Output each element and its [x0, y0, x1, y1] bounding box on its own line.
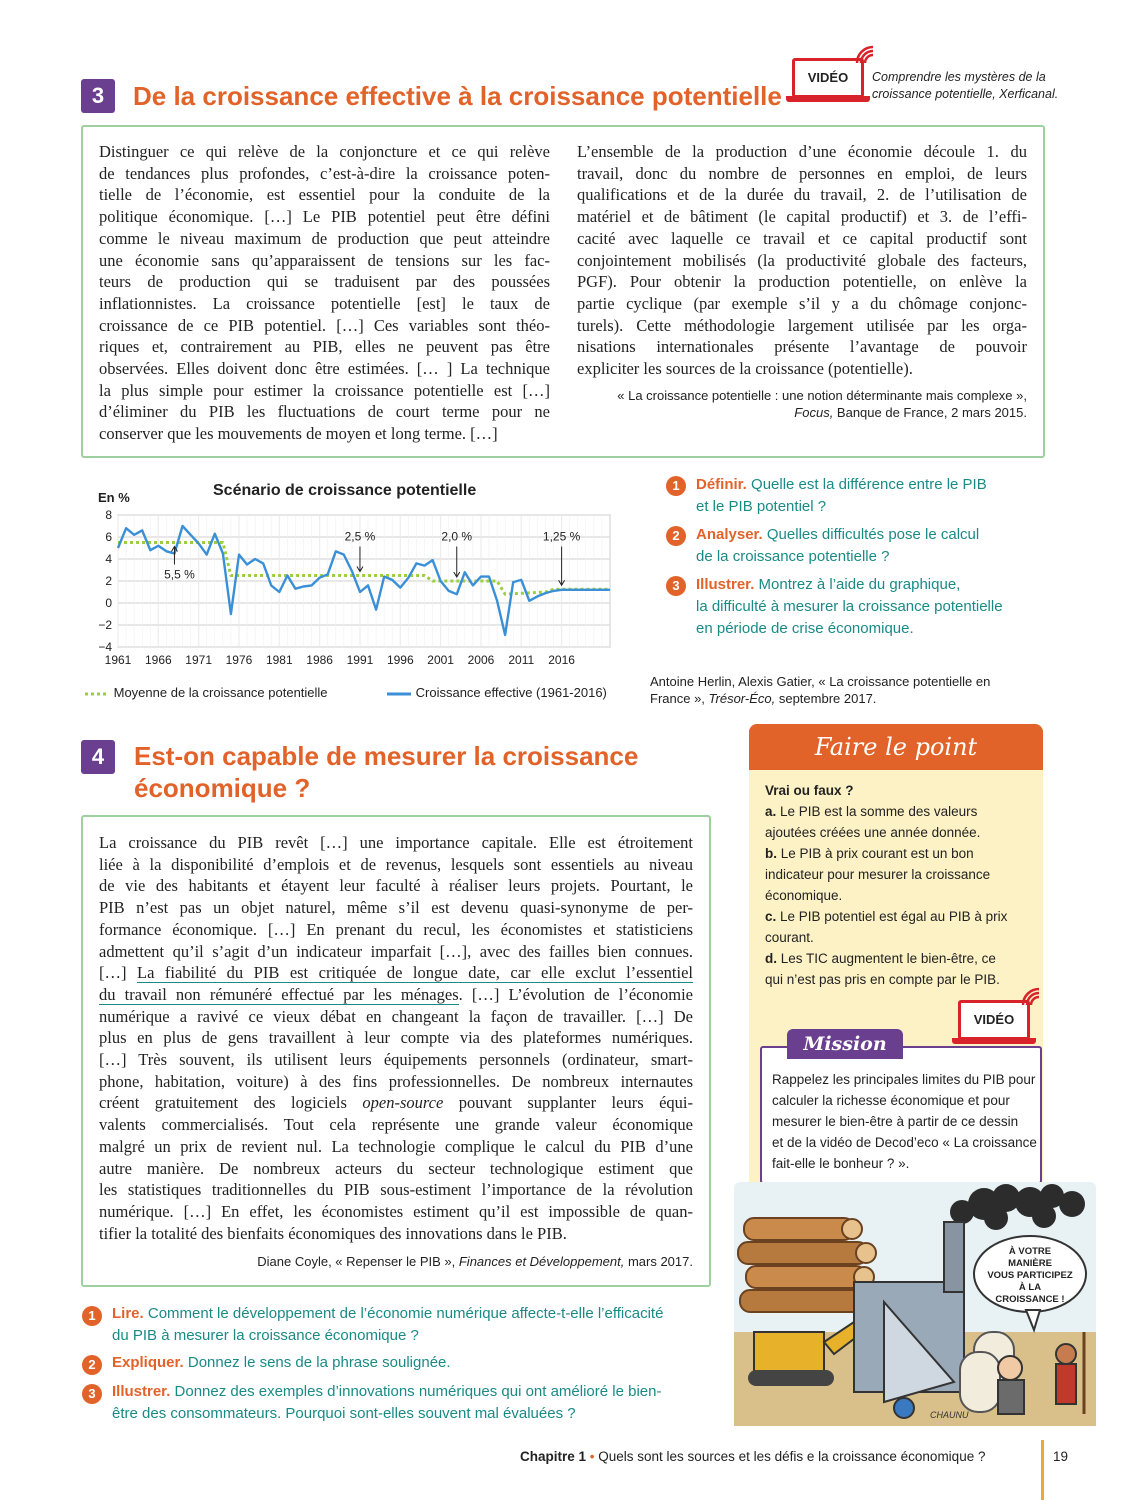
document-4-line: numérique a ravivé ce vieux débat en changeant la façon de travailler. […] De	[99, 1006, 693, 1026]
x-tick-label: 1971	[185, 653, 213, 667]
document-4-line: numérique. […] En effet, les économistes estiment qu’il est impossible de quan-	[99, 1201, 693, 1221]
document-3-source-line-2	[560, 404, 1027, 421]
text-part: pouvant supplanter leurs équi-	[443, 1093, 693, 1113]
document-3-left-line: de tendances plus profondes, c’est-à-dire la croissance poten-	[99, 163, 550, 183]
document-3-left-line: conserver que les mouvements de moyen et long terme. […]	[99, 424, 498, 444]
chart-source-line-2	[650, 690, 1030, 707]
statement-text: Le PIB à prix courant est un bon	[777, 846, 974, 861]
document-3-source-line-1: « La croissance potentielle : une notion déterminante mais complexe »,	[617, 388, 1027, 403]
source-date: mars 2017.	[624, 1254, 693, 1269]
document-3-left-line: politique économique. […] Le PIB potentiel peut être défini	[99, 207, 550, 227]
chart-ylabel: En %	[98, 490, 130, 505]
chart-source	[650, 673, 1030, 707]
question-3-2	[696, 524, 1036, 568]
question-text-line-2: du PIB à mesurer la croissance économique ?	[112, 1327, 419, 1344]
video-link-1[interactable]	[792, 58, 872, 108]
chaunu-cartoon-illustration	[734, 1182, 1096, 1426]
document-4-line: malgré un prix de revient nul. La technologie complique le calcul du PIB d’une	[99, 1136, 693, 1156]
statement-letter: a.	[765, 804, 777, 819]
text-part: créent gratuitement des logiciels	[99, 1093, 363, 1113]
document-3-left-line: inflationnistes. La croissance potentielle [est] le taux de	[99, 293, 550, 313]
vrai-ou-faux-heading: Vrai ou faux ?	[765, 783, 854, 798]
y-tick-label: 0	[105, 596, 112, 610]
cartoon-signature: CHAUNU	[930, 1410, 969, 1420]
section-3-number: 3	[81, 79, 115, 113]
faire-le-point-title: Faire le point	[749, 724, 1043, 770]
document-3-left-line: la plus simple pour estimer la croissance potentielle est […]	[99, 380, 550, 400]
question-text-line-2: être des consommateurs. Pourquoi sont-elles souvent mal évaluées ?	[112, 1405, 576, 1422]
statement-text: Les TIC augmentent le bien-être, ce	[777, 951, 996, 966]
underlined-sentence-part-2: du travail non rémunéré effectué par les ménages	[99, 984, 459, 1004]
question-label: Définir.	[696, 476, 747, 493]
question-4-2	[112, 1352, 722, 1374]
wifi-signal-icon	[1020, 986, 1042, 1008]
document-3-left-line: riques et, contrairement au PIB, elles ne peuvent pas être	[99, 337, 550, 357]
document-3-right-line: L’ensemble de la production d’une économie découle 1. du	[577, 142, 1027, 161]
statement-letter: b.	[765, 846, 777, 861]
chart-source-date: septembre 2017.	[775, 691, 877, 706]
wifi-signal-icon	[854, 44, 876, 66]
y-tick-label: 2	[105, 574, 112, 588]
document-4-line: plus en plus de gens travaillent à leur compte via des plateformes numériques.	[99, 1028, 693, 1048]
document-4-line: […] Très souvent, ils utilisent leurs équipements personnels (ordinateur, smart-	[99, 1050, 693, 1070]
document-4-underlined-line-2	[99, 984, 693, 1006]
x-tick-label: 2001	[427, 653, 454, 667]
question-text-line-2: et le PIB potentiel ?	[696, 498, 827, 515]
section-4-number: 4	[81, 740, 115, 774]
document-3-right-line: expliciter les sources de la croissance (potentielle).	[577, 359, 913, 379]
question-label: Expliquer.	[112, 1354, 184, 1371]
statement-b	[765, 843, 1035, 906]
footer-divider	[1041, 1440, 1044, 1500]
x-tick-label: 2006	[467, 653, 495, 667]
laptop-base	[952, 1038, 1036, 1044]
document-4-line: La croissance du PIB revêt […] une importance capitale. Elle est étroitement	[99, 833, 693, 852]
question-text: Comment le développement de l’économie numérique affecte-t-elle l’efficacité	[143, 1305, 664, 1322]
statement-c	[765, 906, 1035, 948]
question-text: Donnez le sens de la phrase soulignée.	[183, 1354, 451, 1371]
x-tick-label: 2016	[548, 653, 575, 667]
video-link-2[interactable]	[958, 1000, 1038, 1050]
document-4-line: phone, habitation, voiture) à des fins professionnelles. De nombreux internautes	[99, 1071, 693, 1091]
footer-separator: •	[586, 1449, 599, 1464]
question-3-2-number: 2	[666, 526, 686, 546]
question-4-2-number: 2	[82, 1355, 102, 1375]
document-3-right-line: travail, donc du nombre de personnes en emploi, de leurs	[577, 163, 1027, 183]
y-tick-label: 6	[105, 530, 112, 544]
mission-line: mesurer le bien-être à partir de ce dessin	[772, 1114, 1019, 1129]
footer-chapter-label: Chapitre 1	[520, 1449, 587, 1464]
document-3-left-line: teurs de production qui se traduisent par des poussées	[99, 272, 550, 292]
x-tick-label: 1991	[346, 653, 374, 667]
question-text: Donnez des exemples d’innovations numériques qui ont amélioré le bien-	[170, 1383, 662, 1400]
mission-line: Rappelez les principales limites du PIB pour	[772, 1072, 1036, 1087]
document-3-right-column	[577, 141, 1027, 380]
underline-suffix: . […] L’évolution de l’économie	[458, 984, 693, 1004]
statement-text: Le PIB est la somme des valeurs	[776, 804, 978, 819]
annotation-label: 1,25 %	[542, 529, 581, 544]
document-3-left-line: Distinguer ce qui relève de la conjoncture et ce qui relève	[99, 142, 550, 161]
legend-solid-line-icon	[386, 689, 412, 699]
section-4-title-line-2: économique ?	[134, 773, 311, 803]
statement-letter: d.	[765, 951, 777, 966]
x-tick-label: 1976	[225, 653, 253, 667]
annotation-label: 2,5 %	[344, 529, 376, 544]
mission-line: calculer la richesse économique et pour	[772, 1093, 1010, 1108]
statement-a	[765, 801, 1035, 843]
footer-chapter	[520, 1449, 985, 1464]
question-3-3-number: 3	[666, 576, 686, 596]
document-4-open-source-line	[99, 1092, 693, 1114]
chart-source-part: France »,	[650, 691, 709, 706]
chart-source-journal: Trésor-Éco,	[708, 691, 776, 706]
document-3-right-line: matériel et de bâtiment (le capital productif) et 3. de l’effi-	[577, 207, 1027, 227]
document-3-left-line: croissance de ce PIB potentiel. […] Ces variables sont théo-	[99, 315, 550, 335]
question-3-1-number: 1	[666, 476, 686, 496]
document-3-left-line: observées. Elles doivent donc être estimées. [… ] La technique	[99, 359, 550, 379]
document-4-line: valents commercialisés. Tout cela représente une grande valeur économique	[99, 1115, 693, 1135]
growth-chart	[80, 505, 625, 677]
statement-d	[765, 948, 1035, 990]
y-tick-label: 8	[105, 508, 112, 522]
statement-text-line-2: ajoutées créées une année donnée.	[765, 825, 981, 840]
underlined-sentence-part-1: La fiabilité du PIB est critiquée de longue date, car elle exclut l’essentiel	[136, 963, 693, 983]
document-4-line: admettent qu’il s’agit d’un indicateur imparfait […], avec des failles bien connues.	[99, 941, 693, 961]
chart-title: Scénario de croissance potentielle	[213, 482, 477, 499]
source-journal: Focus,	[794, 405, 834, 420]
source-journal: Finances et Développement,	[458, 1254, 625, 1269]
cartoon-bubble-line-4: À LA	[1018, 1282, 1042, 1293]
document-3-right-line: cacité avec laquelle ce travail et ce capital productif sont	[577, 228, 1027, 248]
section-4-title-line-1: Est-on capable de mesurer la croissance	[134, 741, 639, 771]
document-3-left-line: comme le niveau maximum de production que peut atteindre	[99, 228, 550, 248]
question-4-3	[112, 1381, 722, 1425]
document-4-line: tifier la totalité des bienfaits économiques des innovations dans le PIB.	[99, 1223, 567, 1243]
question-text: Quelles difficultés pose le calcul	[762, 526, 980, 543]
document-3-left-line: d’éliminer du PIB les fluctuations de court terme pour ne	[99, 402, 550, 422]
document-4-underlined-line-1	[99, 962, 693, 984]
statement-text-line-2: courant.	[765, 930, 814, 945]
question-label: Analyser.	[696, 526, 763, 543]
document-4-line: autre manière. De nombreux acteurs du secteur technologique estiment que	[99, 1158, 693, 1178]
x-tick-label: 1981	[265, 653, 293, 667]
question-label: Illustrer.	[696, 576, 755, 593]
question-3-1	[696, 474, 1036, 518]
question-label: Illustrer.	[112, 1383, 171, 1400]
document-3-right-line: PGF). Pour obtenir la production potentielle, on enlève la	[577, 272, 1027, 292]
legend-dotted-line-icon	[84, 689, 110, 699]
document-4-text	[99, 832, 693, 1244]
section-4-title	[134, 740, 638, 804]
x-tick-label: 2011	[508, 653, 535, 667]
question-3-3	[696, 574, 1046, 640]
document-3-left-line: tielle de l’économie, est essentiel pour la conduite de la	[99, 185, 550, 205]
y-tick-label: 4	[105, 552, 112, 566]
question-text-line-2: la difficulté à mesurer la croissance potentielle	[696, 598, 1003, 615]
statement-text-line-2: indicateur pour mesurer la croissance	[765, 867, 991, 882]
document-3-left-column	[99, 141, 550, 445]
mission-title: Mission	[787, 1029, 903, 1059]
y-tick-label: −4	[98, 640, 112, 654]
document-4-line: liée à la disponibilité d’emplois et de revenus, lesquels sont essentiels au niveau	[99, 854, 693, 874]
legend-potential-label: Moyenne de la croissance potentielle	[113, 685, 328, 700]
document-3-right-line: qualifications et de la durée du travail, 2. de l’utilisation de	[577, 185, 1027, 205]
chart-source-line-1: Antoine Herlin, Alexis Gatier, « La croissance potentielle en	[650, 674, 991, 689]
y-tick-label: −2	[98, 618, 112, 632]
question-4-3-number: 3	[82, 1384, 102, 1404]
mission-line: fait-elle le bonheur ? ».	[772, 1156, 910, 1171]
x-tick-label: 1996	[386, 653, 414, 667]
cartoon-bubble-line-3: VOUS PARTICIPEZ	[987, 1270, 1073, 1281]
video-label: VIDÉO	[792, 58, 864, 98]
document-4-line: les statistiques traditionnelles du PIB sous-estiment l’importance de la révolution	[99, 1180, 693, 1200]
faire-le-point-body	[765, 780, 1035, 990]
ellipsis-prefix: […]	[99, 963, 137, 983]
laptop-base	[786, 96, 870, 102]
document-3-left-line: une économie sans qu’apparaissent de tensions sur les fac-	[99, 250, 550, 270]
document-3-right-line: partie cyclique (par exemple s’il y a du chômage conjonc-	[577, 293, 1027, 313]
page-number: 19	[1053, 1449, 1069, 1464]
cartoon-bubble-line-2: MANIÈRE	[1008, 1258, 1052, 1269]
statement-text-line-3: économique.	[765, 888, 843, 903]
video-caption-line-2: croissance potentielle, Xerficanal.	[872, 87, 1059, 101]
statement-text-line-2: qui n’est pas pris en compte par le PIB.	[765, 972, 1000, 987]
question-label: Lire.	[112, 1305, 144, 1322]
document-3-source	[560, 387, 1027, 421]
question-4-1	[112, 1303, 722, 1347]
mission-line: et de la vidéo de Decod’eco « La croissance	[772, 1135, 1037, 1150]
legend-effective-label: Croissance effective (1961-2016)	[415, 685, 607, 700]
document-4-line: de vie des habitants et étayent leur faculté à réaliser leurs projets. Pourtant, le	[99, 876, 693, 896]
question-text-line-3: en période de crise économique.	[696, 620, 914, 637]
video-caption-line-1: Comprendre les mystères de la	[872, 70, 1046, 84]
document-4-source	[200, 1253, 693, 1270]
document-3-right-line: conjointement mobilisés (la productivité globale des facteurs,	[577, 250, 1027, 270]
question-text-line-2: de la croissance potentielle ?	[696, 548, 890, 565]
video-caption-1	[872, 69, 1072, 103]
cartoon-bubble-line-5: CROISSANCE !	[995, 1294, 1065, 1305]
source-author: Diane Coyle, « Repenser le PIB »,	[257, 1254, 459, 1269]
annotation-label: 2,0 %	[441, 529, 473, 544]
video-label: VIDÉO	[958, 1000, 1030, 1040]
document-4-line: formance économique. […] En prenant du recul, les économistes et statisticiens	[99, 919, 693, 939]
cartoon-bubble-line-1: À VOTRE	[1008, 1246, 1052, 1257]
statement-text: Le PIB potentiel est égal au PIB à prix	[776, 909, 1008, 924]
x-tick-label: 1986	[306, 653, 333, 667]
legend-potential	[84, 685, 328, 700]
question-4-1-number: 1	[82, 1306, 102, 1326]
legend-effective	[386, 685, 607, 700]
annotation-label: 5,5 %	[164, 567, 195, 582]
x-tick-label: 1966	[144, 653, 172, 667]
document-3-right-line: turels). Cette méthodologie largement utilisée par les orga-	[577, 315, 1027, 335]
footer-chapter-title: Quels sont les sources et les défis e la croissance économique ?	[598, 1449, 986, 1464]
question-text: Montrez à l’aide du graphique,	[754, 576, 961, 593]
x-tick-label: 1961	[104, 653, 132, 667]
open-source-term: open-source	[362, 1093, 444, 1113]
section-3-title: De la croissance effective à la croissance potentielle	[133, 81, 782, 111]
document-3-right-line: nisations internationales présente l’avantage de pouvoir	[577, 337, 1027, 357]
source-details: Banque de France, 2 mars 2015.	[833, 405, 1027, 420]
question-text: Quelle est la différence entre le PIB	[746, 476, 987, 493]
mission-text	[772, 1069, 1038, 1174]
statement-letter: c.	[765, 909, 777, 924]
document-4-line: PIB n’est pas un objet naturel, même s’il est devenu quasi-synonyme de per-	[99, 898, 693, 918]
